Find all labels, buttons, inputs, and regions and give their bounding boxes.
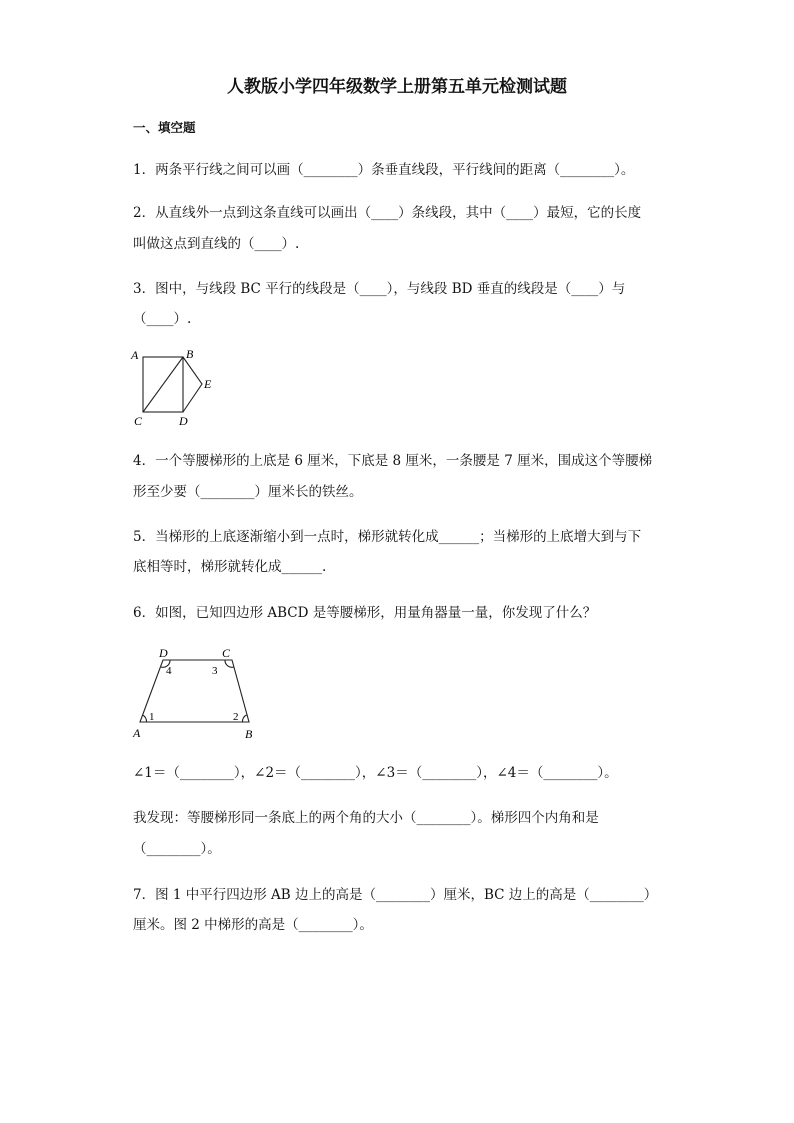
trapezoid-label-b: B <box>245 727 253 741</box>
figure-label-b: B <box>186 347 194 361</box>
question-2-line-2: 叫做这点到直线的（____）. <box>133 236 300 252</box>
question-2-line-1: 2．从直线外一点到这条直线可以画出（____）条线段，其中（____）最短，它的长度 <box>133 205 642 221</box>
section-heading: 一、填空题 <box>133 120 196 135</box>
square-figure <box>128 344 218 434</box>
trapezoid-label-a: A <box>133 726 141 740</box>
figure-label-d: D <box>179 414 188 428</box>
trapezoid-figure <box>128 642 268 744</box>
question-6-line-1: 6．如图，已知四边形 ABCD 是等腰梯形，用量角器量一量，你发现了什么？ <box>133 605 597 621</box>
question-4-line-1: 4．一个等腰梯形的上底是 6 厘米，下底是 8 厘米，一条腰是 7 厘米，围成这个等腰梯 <box>133 453 653 469</box>
angle-label-2: 2 <box>233 711 239 723</box>
page-title: 人教版小学四年级数学上册第五单元检测试题 <box>227 77 567 97</box>
question-3-line-2: （____）. <box>133 311 192 327</box>
question-6-discovery-line-2: （________）。 <box>133 841 221 857</box>
trapezoid-label-d: D <box>159 646 168 660</box>
figure-label-a: A <box>131 348 139 362</box>
trapezoid-label-c: C <box>222 646 231 660</box>
question-4-line-2: 形至少要（________）厘米长的铁丝。 <box>133 484 363 500</box>
question-6-angles: ∠1＝（________），∠2＝（________），∠3＝（________），∠4＝（________）。 <box>133 765 618 781</box>
figure-label-c: C <box>134 414 143 428</box>
question-5-line-2: 底相等时，梯形就转化成______. <box>133 559 327 575</box>
question-1: 1．两条平行线之间可以画（________）条垂直线段，平行线间的距离（________）。 <box>133 162 635 178</box>
angle-label-1: 1 <box>149 711 155 723</box>
question-7-line-2: 厘米。图 2 中梯形的高是（________）。 <box>133 917 373 933</box>
figure-label-e: E <box>204 377 212 391</box>
question-7-line-1: 7．图 1 中平行四边形 AB 边上的高是（________）厘米，BC 边上的高是（________） <box>133 887 658 903</box>
question-6-discovery-line-1: 我发现：等腰梯形同一条底上的两个角的大小（________）。梯形四个内角和是 <box>133 810 599 826</box>
angle-label-4: 4 <box>166 665 172 677</box>
question-3-line-1: 3．图中，与线段 BC 平行的线段是（____），与线段 BD 垂直的线段是（____）与 <box>133 281 626 297</box>
question-5-line-1: 5．当梯形的上底逐渐缩小到一点时，梯形就转化成______；当梯形的上底增大到与下 <box>133 529 642 545</box>
angle-label-3: 3 <box>212 665 218 677</box>
